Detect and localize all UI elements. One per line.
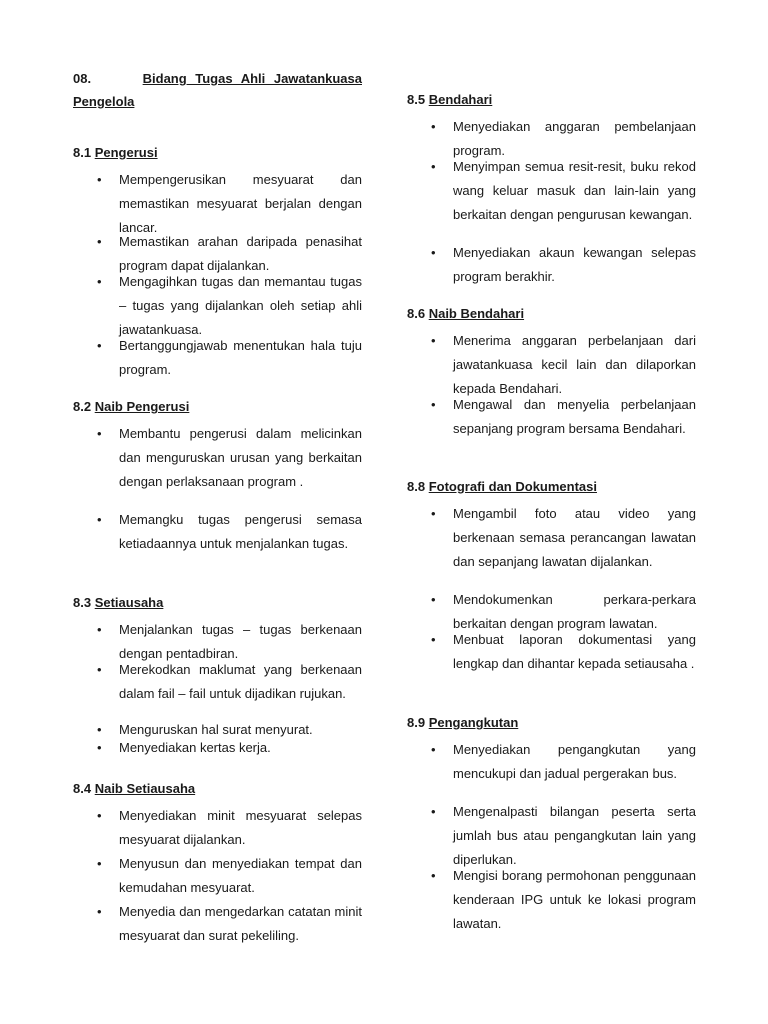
section-heading	[407, 714, 696, 732]
duty-item: • Bertanggungjawab menentukan hala tuju program.	[73, 334, 362, 382]
duty-list	[73, 618, 362, 758]
duty-item: • Mendokumenkan perkara-perkara berkaitan dengan program lawatan.	[407, 588, 696, 628]
section-heading	[73, 594, 362, 612]
section-number: 8.3	[73, 595, 92, 610]
duty-item: • Menyusun dan menyediakan tempat dan kemudahan mesyuarat.	[73, 852, 362, 900]
section-title: Setiausaha	[94, 595, 164, 610]
duty-item: • Menyediakan kertas kerja.	[73, 740, 362, 758]
section-bendahari	[407, 91, 696, 289]
duty-item: • Memangku tugas pengerusi semasa ketiadaannya untuk menjalankan tugas.	[73, 508, 362, 580]
duty-item: • Menyediakan anggaran pembelanjaan program.	[407, 115, 696, 155]
section-number: 8.5	[407, 92, 426, 107]
section-title: Naib Setiausaha	[94, 781, 196, 796]
section-title: Pengangkutan	[428, 715, 519, 730]
section-pengangkutan	[407, 714, 696, 936]
duty-item: • Mengawal dan menyelia perbelanjaan sepanjang program bersama Bendahari.	[407, 393, 696, 465]
duty-item: • Menyimpan semua resit-resit, buku rekod wang keluar masuk dan lain-lain yang berkaitan dengan pengurusan kewangan.	[407, 155, 696, 241]
section-naib-setiausaha	[73, 780, 362, 948]
section-number: 8.9	[407, 715, 426, 730]
section-heading	[407, 478, 696, 496]
duty-list	[407, 502, 696, 700]
section-heading	[407, 305, 696, 323]
duty-list	[407, 115, 696, 289]
title-number: 08.	[73, 71, 92, 86]
section-heading	[407, 91, 696, 109]
section-title: Naib Pengerusi	[94, 399, 190, 414]
section-naib-pengerusi	[73, 398, 362, 580]
duty-item: • Mengambil foto atau video yang berkenaan semasa perancangan lawatan dan sepanjang lawatan dijalankan.	[407, 502, 696, 588]
duty-item: • Merekodkan maklumat yang berkenaan dalam fail – fail untuk dijadikan rujukan.	[73, 658, 362, 722]
duty-list	[407, 329, 696, 465]
section-title: Bendahari	[428, 92, 493, 107]
duty-item: • Menyediakan minit mesyuarat selepas mesyuarat dijalankan.	[73, 804, 362, 852]
title-text: Bidang Tugas Ahli Jawatankuasa Pengelola	[73, 71, 362, 109]
section-naib-bendahari	[407, 305, 696, 465]
section-number: 8.8	[407, 479, 426, 494]
duty-item: • Memastikan arahan daripada penasihat program dapat dijalankan.	[73, 230, 362, 270]
duty-list	[73, 804, 362, 948]
section-number: 8.2	[73, 399, 92, 414]
document-title	[73, 67, 362, 113]
section-number: 8.6	[407, 306, 426, 321]
duty-item: • Menerima anggaran perbelanjaan dari jawatankuasa kecil lain dan dilaporkan kepada Bendahari.	[407, 329, 696, 393]
section-pengerusi	[73, 144, 362, 382]
duty-list	[73, 422, 362, 580]
duty-item: • Mengagihkan tugas dan memantau tugas – tugas yang dijalankan oleh setiap ahli jawatankuasa.	[73, 270, 362, 334]
section-title: Fotografi dan Dokumentasi	[428, 479, 597, 494]
section-heading	[73, 398, 362, 416]
duty-item: • Menguruskan hal surat menyurat.	[73, 722, 362, 740]
duty-item: • Membantu pengerusi dalam melicinkan dan menguruskan urusan yang berkaitan dengan perlaksanaan program .	[73, 422, 362, 508]
duty-item: • Menyediakan pengangkutan yang mencukupi dan jadual pergerakan bus.	[407, 738, 696, 800]
duty-item: • Menyedia dan mengedarkan catatan minit mesyuarat dan surat pekeliling.	[73, 900, 362, 948]
duty-item: • Mengisi borang permohonan penggunaan kenderaan IPG untuk ke lokasi program lawatan.	[407, 864, 696, 936]
section-title: Naib Bendahari	[428, 306, 525, 321]
duty-item: • Mempengerusikan mesyuarat dan memastikan mesyuarat berjalan dengan lancar.	[73, 168, 362, 230]
section-heading	[73, 144, 362, 162]
section-number: 8.1	[73, 145, 92, 160]
duty-item: • Menyediakan akaun kewangan selepas program berakhir.	[407, 241, 696, 289]
section-heading	[73, 780, 362, 798]
section-fotografi-dokumentasi	[407, 478, 696, 700]
duty-list	[407, 738, 696, 936]
section-number: 8.4	[73, 781, 92, 796]
section-title: Pengerusi	[94, 145, 158, 160]
duty-item: • Mengenalpasti bilangan peserta serta jumlah bus atau pengangkutan lain yang diperlukan.	[407, 800, 696, 864]
duty-item: • Menjalankan tugas – tugas berkenaan dengan pentadbiran.	[73, 618, 362, 658]
section-setiausaha	[73, 594, 362, 758]
duty-list	[73, 168, 362, 382]
duty-item: • Menbuat laporan dokumentasi yang lengkap dan dihantar kepada setiausaha .	[407, 628, 696, 700]
